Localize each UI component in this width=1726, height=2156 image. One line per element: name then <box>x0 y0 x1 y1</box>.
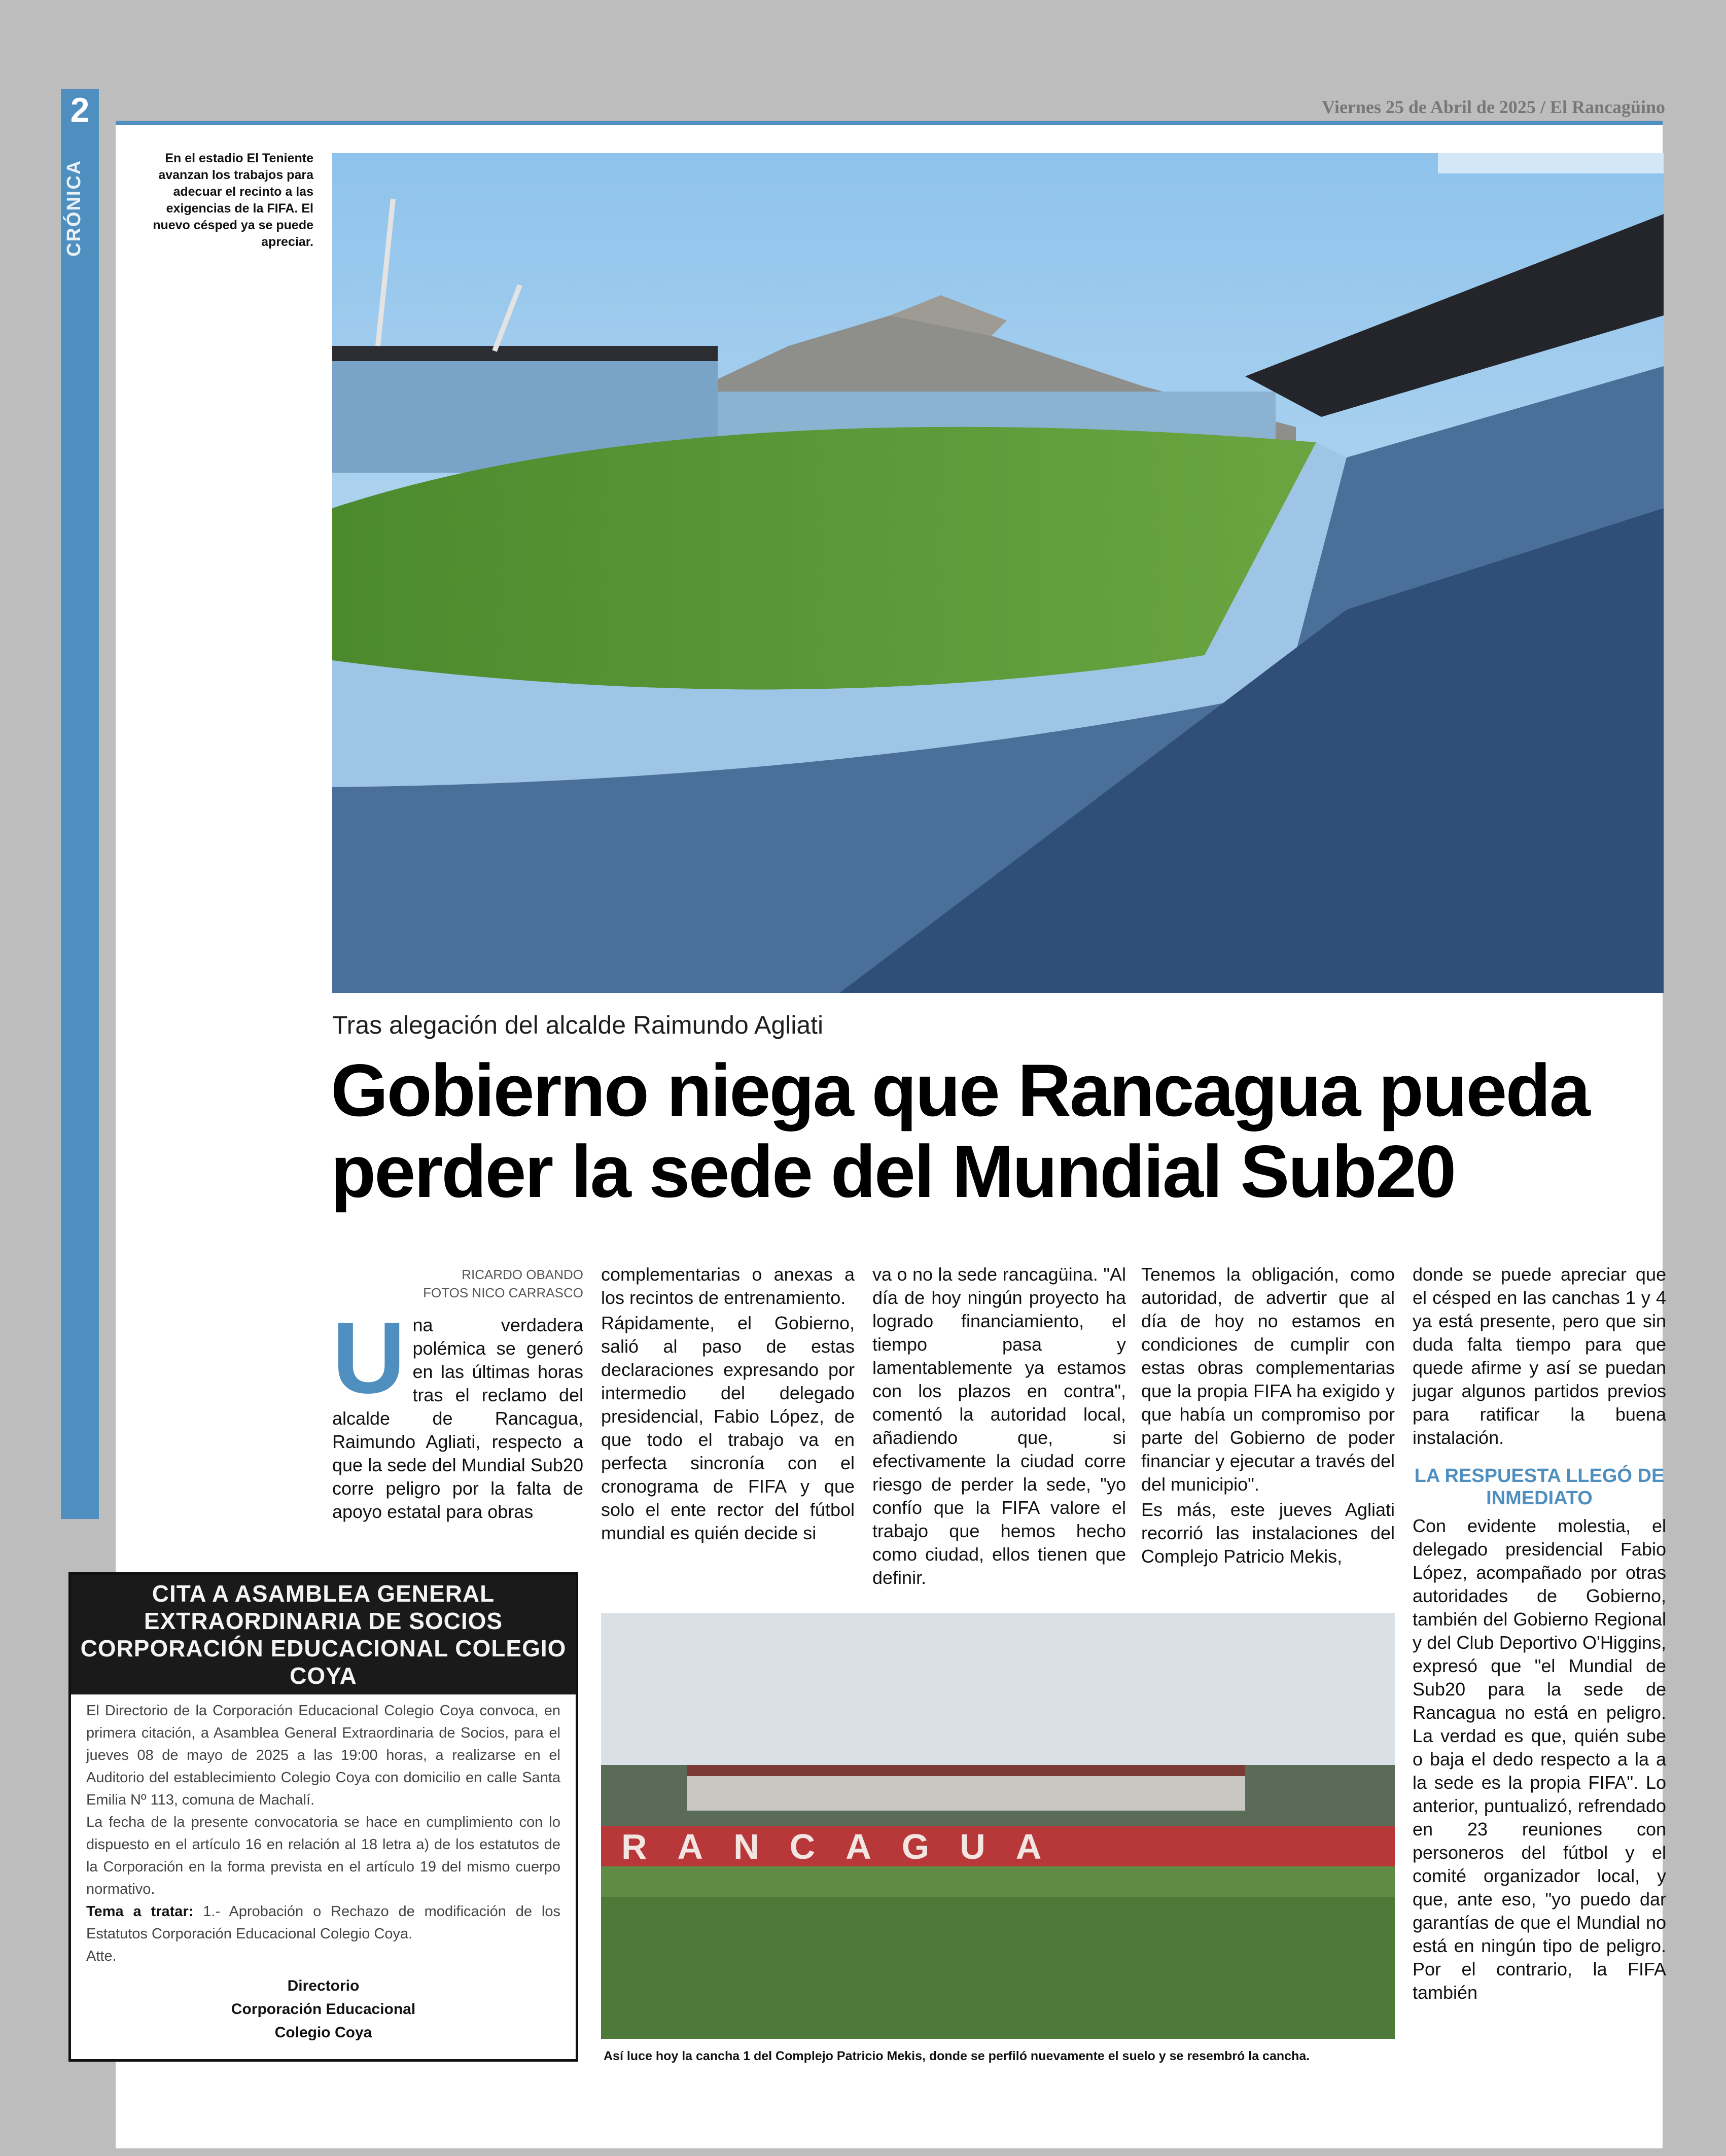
column-4-paragraph-1: Tenemos la obligación, como autoridad, de advertir que al día de hoy no estamos en condiciones de cumplir con estas obras complementarias que la propia FIFA ha exigido y que había un compromiso por parte del Gobierno de poder financiar y ejecutar a través del del municipio". <box>1141 1264 1395 1495</box>
byline-photos: FOTOS NICO CARRASCO <box>423 1285 583 1300</box>
notice-signature-line-2: Corporación Educacional <box>231 2001 416 2018</box>
article-headline: Gobierno niega que Rancagua pueda perder la sede del Mundial Sub20 <box>331 1049 1589 1213</box>
article-subhead: LA RESPUESTA LLEGÓ DE INMEDIATO <box>1414 1465 1665 1509</box>
notice-topic-label: Tema a tratar: <box>86 1903 194 1920</box>
column-4-paragraph-2: Es más, este jueves Agliati recorrió las instalaciones del Complejo Patricio Mekis, <box>1141 1499 1395 1567</box>
header-date-line: Viernes 25 de Abril de 2025 / El Rancagüino <box>1322 97 1665 117</box>
article-byline <box>332 1265 583 1302</box>
section-sidebar <box>61 89 99 1519</box>
field-illustration <box>601 1613 1395 2039</box>
byline-author: RICARDO OBANDO <box>462 1267 583 1282</box>
column-3-paragraph: va o no la sede rancagüina. "Al día de hoy ningún proyecto ha logrado financiamiento, el tiempo pasa y lamentablemente ya estamos con los plazos en contra", comentó la autoridad local, añadiendo que, si efectivamente la ciudad corre riesgo de perder la sede, "yo confío que la FIFA valore el trabajo que hemos hecho como ciudad, ellos tienen que definir. <box>872 1264 1126 1588</box>
notice-paragraph-1: El Directorio de la Corporación Educacional Colegio Coya convoca, en primera citación, a Asamblea General Extraordinaria de Socios, para el jueves 08 de mayo de 2025 a las 19:00 horas, a realizarse en el Auditorio del establecimiento Colegio Coya con domicilio en calle Santa Emilia Nº 113, comuna de Machalí. <box>86 1703 560 1808</box>
notice-closing: Atte. <box>86 1948 117 1964</box>
notice-body <box>71 1694 576 2044</box>
top-photo-caption: En el estadio El Teniente avanzan los trabajos para adecuar el recinto a las exigencias de la FIFA. El nuevo césped ya se puede apreciar. <box>153 151 313 249</box>
column-5-paragraph-2: Con evidente molestia, el delegado presidencial Fabio López, acompañado por otras autoridades de Gobierno, también del Gobierno Regional y del Club Deportivo O'Higgins, expresó que "el Mundial de Sub20 para la sede de Rancagua no está en peligro. La verdad es que, quién sube o baja el dedo respecto a la a la sede es la propia FIFA". Lo anterior, puntualizó, refrendado en 23 reuniones con personeros del fútbol y el comité organizador local, y que, ante eso, "yo puedo dar garantías de que el Mundial no está en ningún tipo de peligro. Por el contrario, la FIFA también <box>1413 1515 1666 2003</box>
column-5-paragraph-1: donde se puede apreciar que el césped en las canchas 1 y 4 ya está presente, pero que sin duda falta tiempo para que quede afirme y así se puedan jugar algunos partidos previos para ratificar la buena instalación. <box>1413 1264 1666 1448</box>
fence-text: RANCAGUA <box>621 1827 1072 1866</box>
notice-signature-line-3: Colegio Coya <box>274 2024 372 2041</box>
article-column-3 <box>872 1263 1126 1592</box>
field-photo-caption: Así luce hoy la cancha 1 del Complejo Patricio Mekis, donde se perfiló nuevamente el suelo y se resembró la cancha. <box>604 2049 1310 2063</box>
article-column-4 <box>1141 1263 1395 1570</box>
notice-title: CITA A ASAMBLEA GENERAL EXTRAORDINARIA DE SOCIOS CORPORACIÓN EDUCACIONAL COLEGIO COYA <box>71 1575 576 1694</box>
notice-signature <box>86 1974 560 2044</box>
article-kicker: Tras alegación del alcalde Raimundo Agliati <box>332 1011 824 1039</box>
drop-cap: U <box>332 1301 406 1415</box>
article-column-2 <box>601 1263 855 1547</box>
notice-paragraph-2: La fecha de la presente convocatoria se hace en cumplimiento con lo dispuesto en el artículo 16 en relación al 18 letra a) de los estatutos de la Corporación en la forma prevista en el artículo 19 del mismo cuerpo normativo. <box>86 1814 560 1897</box>
notice-signature-line-1: Directorio <box>287 1977 360 1994</box>
stadium-photo <box>332 153 1664 993</box>
column-1-text: na verdadera polémica se generó en las últimas horas tras el reclamo del alcalde de Rancagua, Raimundo Agliati, respecto a que la sede del Mundial Sub20 corre peligro por la falta de apoyo estatal para obras <box>332 1315 583 1522</box>
column-2-paragraph-2: Rápidamente, el Gobierno, salió al paso de estas declaraciones expresando por intermedio del delegado presidencial, Fabio López, de que todo el trabajo va en perfecta sincronía con el cronograma de FIFA y que solo el ente rector del fútbol mundial es quién decide si <box>601 1313 855 1543</box>
article-column-1 <box>332 1301 583 1524</box>
notice-topic <box>86 1900 560 1945</box>
article-column-5 <box>1413 1263 1666 2006</box>
section-label: CRÓNICA <box>63 159 85 257</box>
assembly-notice <box>68 1572 578 2062</box>
notice-topic-text: 1.- Aprobación o Rechazo de modificación de los Estatutos Corporación Educacional Colegio Coya. <box>86 1903 560 1942</box>
stadium-illustration <box>332 153 1664 993</box>
column-2-paragraph-1: complementarias o anexas a los recintos de entrenamiento. <box>601 1264 855 1308</box>
header-rule <box>116 121 1663 125</box>
page-number: 2 <box>70 91 90 129</box>
field-photo <box>601 1613 1395 2039</box>
